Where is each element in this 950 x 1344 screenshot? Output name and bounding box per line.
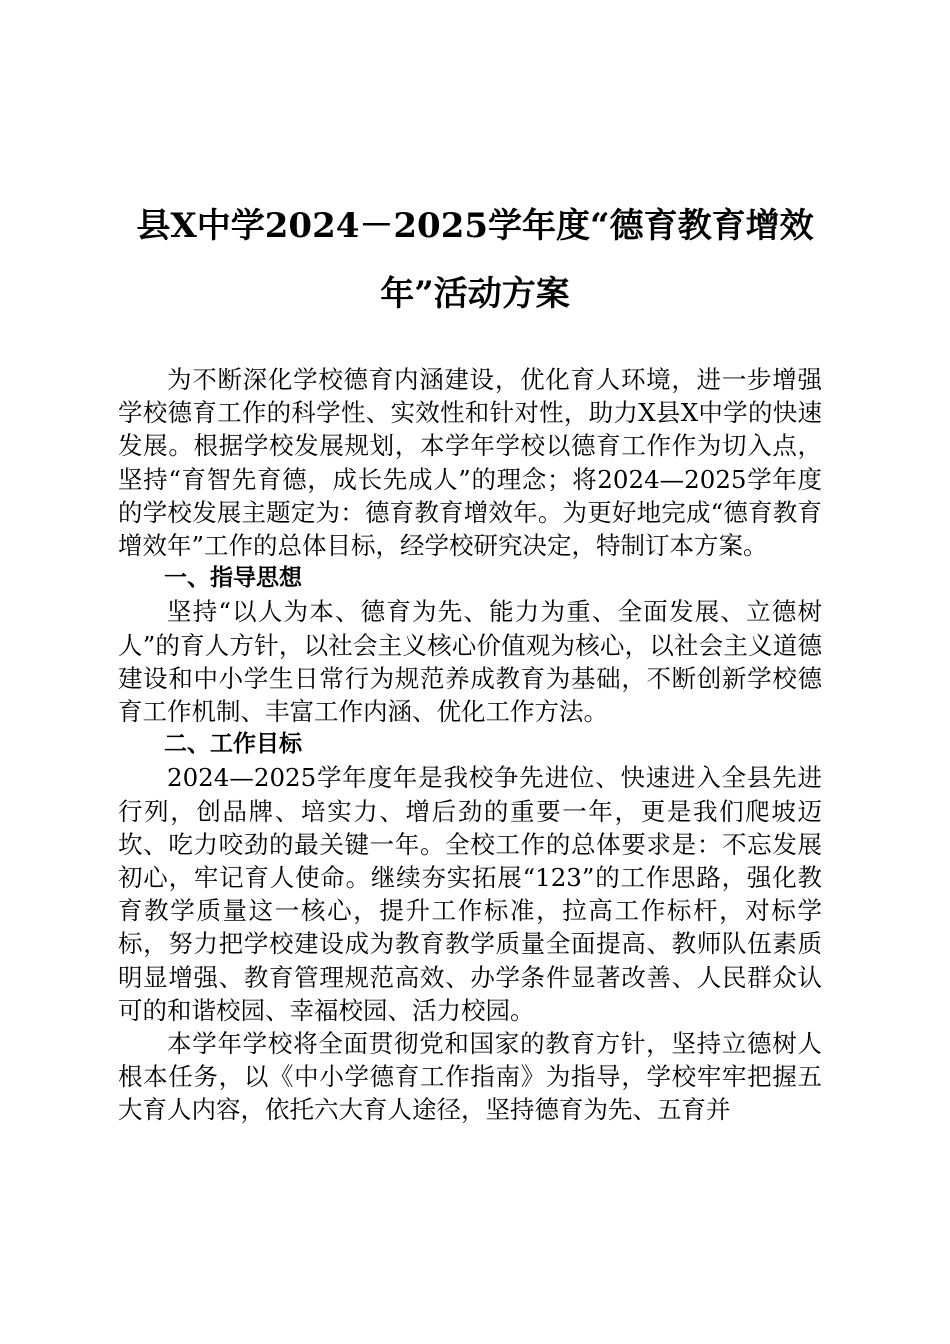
section-paragraph: 本学年学校将全面贯彻党和国家的教育方针，坚持立德树人根本任务，以《中小学德育工作指南》为指导，学校牢牢把握五大育人内容，依托六大育人途径，坚持德育为先、五育并 [118, 1029, 822, 1125]
intro-paragraph: 为不断深化学校德育内涵建设，优化育人环境，进一步增强学校德育工作的科学性、实效性和针对性，助力X县X中学的快速发展。根据学校发展规划，本学年学校以德育工作作为切入点，坚持“育智先育德，成长先成人”的理念；将2024—2025学年度的学校发展主题定为：德育教育增效年。为更好地完成“德育教育增效年”工作的总体目标，经学校研究决定，特制订本方案。 [118, 365, 822, 561]
section-heading-guiding-ideology: 一、指导思想 [164, 565, 302, 592]
section-paragraph: 2024—2025学年度年是我校争先进位、快速进入全县先进行列，创品牌、培实力、增后劲的重要一年，更是我们爬坡迈坎、吃力咬劲的最关键一年。全校工作的总体要求是：不忘发展初心，牢记育人使命。继续夯实拓展“123”的工作思路，强化教育教学质量这一核心，提升工作标准，拉高工作标杆，对标学标，努力把学校建设成为教育教学质量全面提高、教师队伍素质明显增强、教育管理规范高效、办学条件显著改善、人民群众认可的和谐校园、幸福校园、活力校园。 [118, 763, 822, 1025]
section-heading-work-goals: 二、工作目标 [164, 731, 302, 758]
section-paragraph: 坚持“以人为本、德育为先、能力为重、全面发展、立德树人”的育人方针，以社会主义核心价值观为核心，以社会主义道德建设和中小学生日常行为规范养成教育为基础，不断创新学校德育工作机制、丰富工作内涵、优化工作方法。 [118, 597, 822, 727]
document-body [118, 363, 822, 1127]
document-title: 县X中学2024－2025学年度“德育教育增效年”活动方案 [136, 206, 814, 314]
